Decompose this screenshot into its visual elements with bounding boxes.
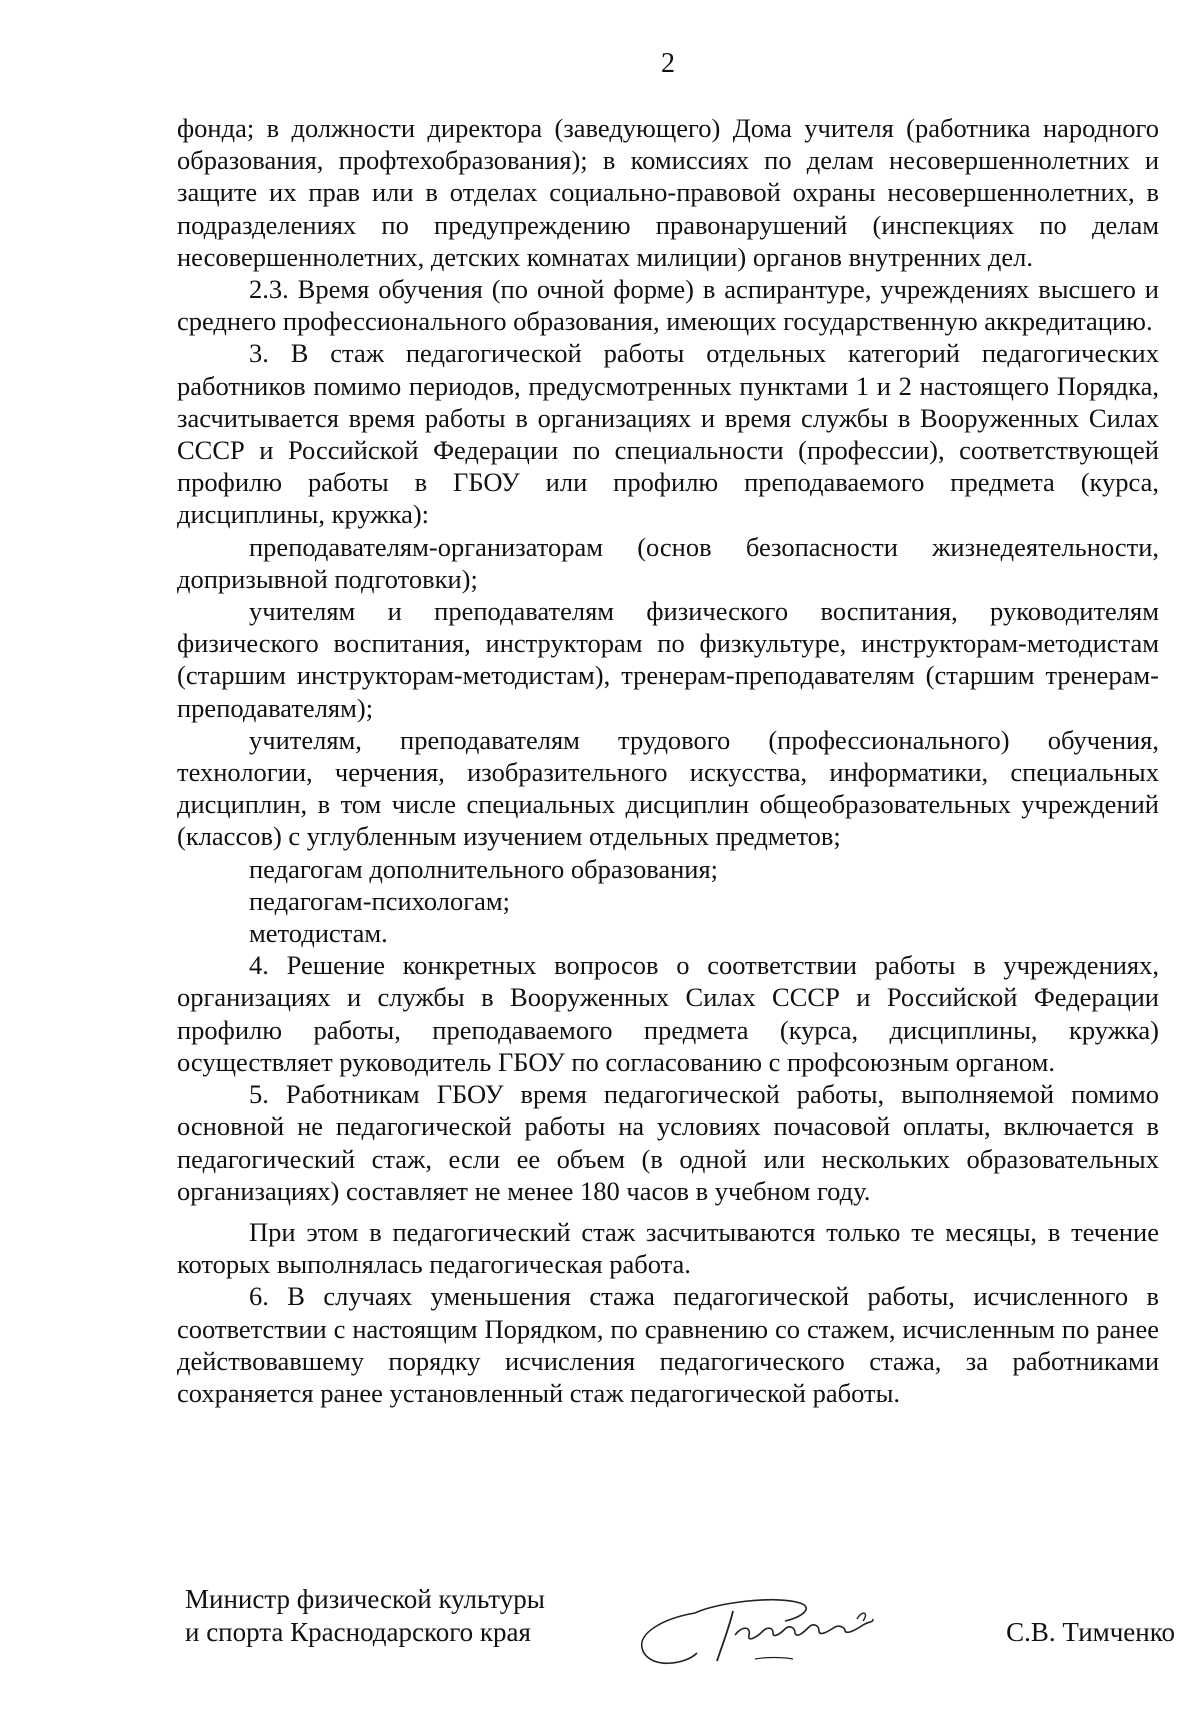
paragraph-5-note: При этом в педагогический стаж засчитываются только те месяцы, в течение которых выполнялась педагогическая работа. [177, 1216, 1159, 1280]
signer-position [185, 1583, 545, 1649]
signer-position-line-1: Министр физической культуры [185, 1584, 545, 1614]
list-item-physical-education: учителям и преподавателям физического воспитания, руководителям физического воспитания, инструкторам по физкультуре, инструкторам-методистам (старшим инструкторам-методистам), тренерам-преподавателям (старшим тренерам-преподавателям); [177, 596, 1159, 723]
paragraph-fund-continuation: фонда; в должности директора (заведующего) Дома учителя (работника народного образования, профтехобразования); в комиссиях по делам несовершеннолетних и защите их прав или в отделах социально-правовой охраны несовершеннолетних, в подразделениях по предупреждению правонарушений (инспекциях по делам несовершеннолетних, детских комнатах милиции) органов внутренних дел. [177, 113, 1159, 272]
signature-block [185, 1583, 1175, 1713]
paragraph-3: 3. В стаж педагогической работы отдельных категорий педагогических работников помимо периодов, предусмотренных пунктами 1 и 2 настоящего Порядка, засчитывается время работы в организациях и время службы в Вооруженных Силах СССР и Российской Федерации по специальности (профессии), соответствующей профилю работы в ГБОУ или профилю преподаваемого предмета (курса, дисциплины, кружка): [177, 338, 1159, 530]
list-item-psychologists: педагогам-психологам; [249, 885, 511, 916]
signer-name: С.В. Тимченко [1006, 1617, 1175, 1647]
handwritten-signature [625, 1573, 965, 1673]
list-item-organizers: преподавателям-организаторам (основ безопасности жизнедеятельности, допризывной подготовки); [177, 531, 1159, 594]
paragraph-5: 5. Работникам ГБОУ время педагогической работы, выполняемой помимо основной не педагогической работы на условиях почасовой оплаты, включается в педагогический стаж, если ее объем (в одной или нескольких образовательных организациях) составляет не менее 180 часов в учебном году. [177, 1079, 1159, 1206]
list-item-labor-training: учителям, преподавателям трудового (профессионального) обучения, технологии, черчения, изобразительного искусства, информатики, специальных дисциплин, в том числе специальных дисциплин общеобразовательных учреждений (классов) с углубленным изучением отдельных предметов; [177, 724, 1159, 852]
paragraph-4: 4. Решение конкретных вопросов о соответствии работы в учреждениях, организациях и службы в Вооруженных Силах СССР и Российской Федерации профилю работы, преподаваемого предмета (курса, дисциплины, кружка) осуществляет руководитель ГБОУ по согласованию с профсоюзным органом. [177, 950, 1159, 1077]
list-item-additional-education: педагогам дополнительного образования; [249, 853, 719, 884]
page-number: 2 [661, 48, 675, 79]
list-item-methodists: методистам. [249, 918, 388, 949]
paragraph-6: 6. В случаях уменьшения стажа педагогической работы, исчисленного в соответствии с настоящим Порядком, по сравнению со стажем, исчисленным по ранее действовавшему порядку исчисления педагогического стажа, за работниками сохраняется ранее установленный стаж педагогической работы. [177, 1281, 1159, 1408]
document-body [177, 112, 1159, 1409]
signer-position-line-2: и спорта Краснодарского края [185, 1617, 531, 1647]
paragraph-2-3: 2.3. Время обучения (по очной форме) в аспирантуре, учреждениях высшего и среднего профессионального образования, имеющих государственную аккредитацию. [177, 274, 1159, 337]
